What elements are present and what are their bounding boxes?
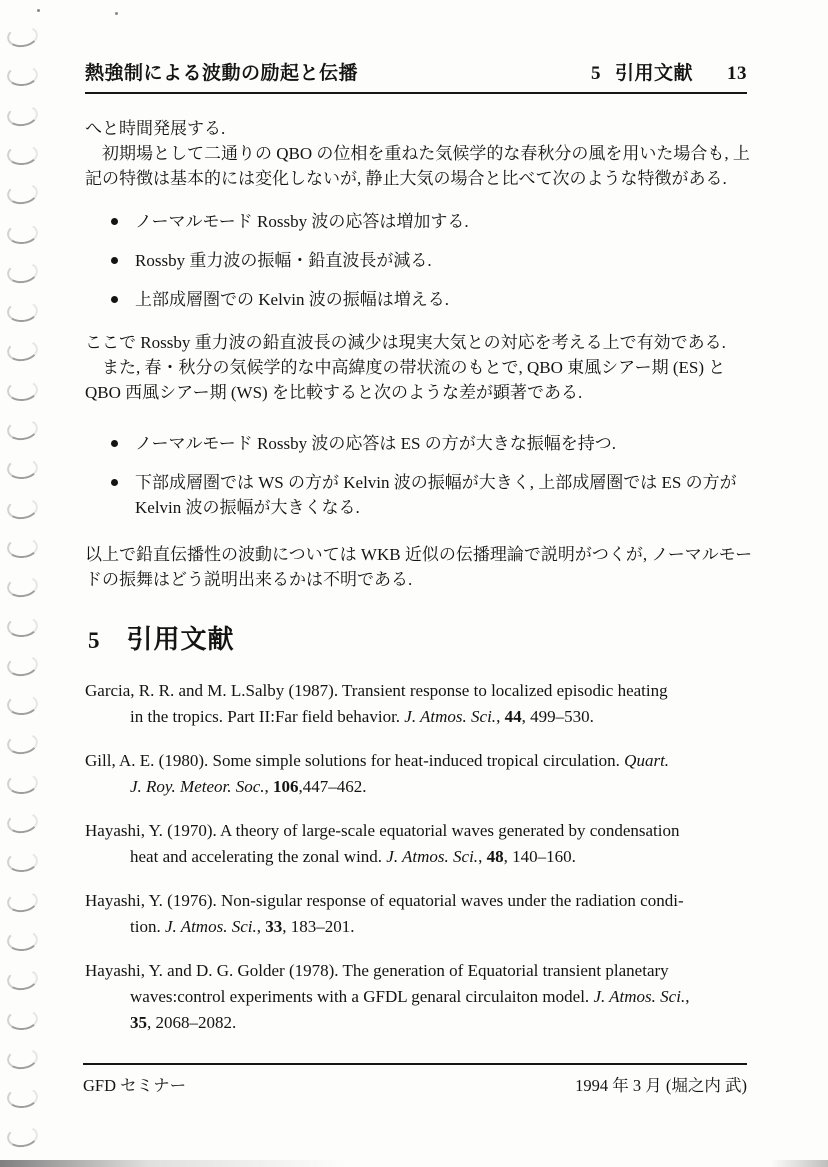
bullet-icon (111, 296, 118, 303)
paragraph (85, 116, 747, 141)
binding-hole-icon (6, 300, 39, 324)
scan-speck (115, 12, 118, 15)
reference-line (85, 914, 747, 940)
text-line: 上部成層圏での Kelvin 波の振幅は増える. (135, 290, 450, 309)
bullet-list-item (85, 431, 747, 456)
body-text (85, 116, 753, 592)
text-line: ノーマルモード Rossby 波の応答は ES の方が大きな振幅を持つ. (135, 434, 616, 453)
binding-hole-icon (6, 693, 39, 717)
paragraph (85, 542, 753, 592)
binding-hole-icon (6, 1124, 40, 1150)
binding-hole-icon (6, 102, 40, 128)
binding-hole-icon (6, 536, 39, 560)
binding-hole-icon (6, 653, 40, 679)
bullet-list-item (85, 470, 747, 520)
journal-name: J. Atmos. Sci. (386, 847, 479, 866)
binding-hole-icon (6, 457, 39, 481)
binding-hole-icon (6, 181, 40, 207)
section-number: 5 (88, 628, 100, 653)
binding-hole-icon (6, 850, 39, 874)
bullet-icon (111, 440, 118, 447)
reference-line (85, 888, 747, 914)
binding-hole-icon (6, 1046, 40, 1072)
reference-line (85, 1010, 747, 1036)
reference-entry (85, 678, 747, 730)
text-line: 記の特徴は基本的には変化しないが, 静止大気の場合と比べて次のような特徴がある. (85, 169, 727, 188)
reference-text: , (264, 777, 274, 796)
reference-text: heat and accelerating the zonal wind. (130, 847, 387, 866)
text-line: 以上で鉛直伝播性の波動については WKB 近似の伝播理論で説明がつくが, ノーマルモー (85, 545, 753, 564)
binding-hole-icon (6, 574, 40, 600)
reference-line (85, 704, 747, 730)
reference-line (85, 678, 747, 704)
footer-right-text: 1994 年 3 月 (堀之内 武) (575, 1076, 747, 1095)
volume-number: 44 (504, 707, 522, 726)
section-heading (85, 624, 747, 656)
binding-hole-icon (6, 221, 39, 245)
page-number: 13 (727, 63, 747, 84)
reference-text: Hayashi, Y. and D. G. Golder (1978). The generation of Equatorial transient planetary (85, 961, 669, 980)
bullet-icon (111, 218, 118, 225)
paragraph (85, 330, 747, 405)
reference-line (85, 818, 747, 844)
bullet-list-item (85, 248, 747, 273)
page-content (85, 58, 753, 1036)
section-title: 引用文献 (126, 624, 235, 654)
binding-hole-icon (6, 378, 39, 402)
text-line: また, 春・秋分の気候学的な中高緯度の帯状流のもとで, QBO 東風シアー期 (ES) と (85, 358, 726, 377)
reference-line (85, 958, 747, 984)
binding-hole-icon (6, 495, 40, 521)
text-line: QBO 西風シアー期 (WS) を比較すると次のような差が顕著である. (85, 383, 583, 402)
reference-text: , 499–530. (521, 707, 594, 726)
reference-text: , 183–201. (282, 917, 355, 936)
reference-line (85, 984, 747, 1010)
reference-list (85, 678, 747, 1036)
text-line: へと時間発展する. (85, 119, 226, 138)
binding-hole-icon (6, 929, 39, 953)
reference-entry (85, 748, 747, 800)
binding-hole-icon (6, 24, 40, 50)
bullet-icon (111, 257, 118, 264)
journal-name: J. Atmos. Sci. (593, 987, 686, 1006)
header-section-number: 5 (590, 63, 601, 84)
reference-text: Garcia, R. R. and M. L.Salby (1987). Transient response to localized episodic heating (85, 681, 668, 700)
binding-hole-icon (6, 731, 40, 757)
text-line: ここで Rossby 重力波の鉛直波長の減少は現実大気との対応を考える上で有効である. (85, 333, 726, 352)
reference-text: waves:control experiments with a GFDL genaral circulaiton model. (130, 987, 594, 1006)
scan-bottom-edge-shadow (0, 1160, 828, 1167)
reference-text: , (496, 707, 505, 726)
journal-name: Quart. (624, 751, 670, 770)
text-line: 初期場として二通りの QBO の位相を重ねた気候学的な春秋分の風を用いた場合も, 上 (85, 144, 750, 163)
text-line: ドの振舞はどう説明出来るかは不明である. (85, 570, 413, 589)
binding-hole-icon (6, 614, 39, 638)
journal-name: J. Atmos. Sci. (164, 917, 257, 936)
binding-hole-icon (6, 967, 40, 993)
volume-number: 106 (273, 777, 299, 796)
bullet-list-item (85, 287, 747, 312)
header-section-label (591, 58, 747, 85)
reference-text: ,447–462. (298, 777, 367, 796)
reference-text: Hayashi, Y. (1970). A theory of large-scale equatorial waves generated by condensation (85, 821, 680, 840)
reference-text: , 140–160. (503, 847, 576, 866)
reference-text: Gill, A. E. (1980). Some simple solutions for heat-induced tropical circulation. (85, 751, 625, 770)
binding-hole-icon (6, 143, 39, 167)
binding-hole-icon (6, 417, 40, 443)
reference-entry (85, 888, 747, 940)
journal-name: J. Roy. Meteor. Soc. (130, 777, 265, 796)
binding-hole-icon (6, 810, 40, 836)
reference-text: , 2068–2082. (147, 1013, 237, 1032)
reference-text: , (478, 847, 487, 866)
journal-name: J. Atmos. Sci. (404, 707, 497, 726)
reference-line (85, 844, 747, 870)
binding-hole-icon (6, 338, 40, 364)
volume-number: 48 (486, 847, 504, 866)
binding-hole-icon (6, 1007, 39, 1031)
reference-line (85, 774, 747, 800)
page-header (85, 58, 747, 94)
header-section-title: 引用文献 (614, 63, 693, 84)
scan-speck (37, 9, 40, 12)
binding-hole-icon (6, 260, 40, 286)
binding-hole-icon (6, 888, 40, 914)
text-line: 下部成層圏では WS の方が Kelvin 波の振幅が大きく, 上部成層圏では ES の方が (135, 473, 737, 492)
text-line: ノーマルモード Rossby 波の応答は増加する. (135, 212, 469, 231)
binding-hole-icon (6, 771, 39, 795)
reference-text: , (256, 917, 266, 936)
footer-left-text: GFD セミナー (83, 1076, 187, 1095)
reference-line (85, 748, 747, 774)
text-line: Kelvin 波の振幅が大きくなる. (135, 498, 360, 517)
reference-text: Hayashi, Y. (1976). Non-sigular response of equatorial waves under the radiation condi- (85, 891, 684, 910)
reference-entry (85, 818, 747, 870)
bullet-list (85, 209, 747, 312)
binding-hole-icon (6, 1086, 39, 1110)
running-title: 熱強制による波動の励起と伝播 (85, 63, 359, 84)
page-footer (83, 1063, 747, 1096)
volume-number: 33 (265, 917, 283, 936)
reference-text: , (685, 987, 690, 1006)
reference-entry (85, 958, 747, 1036)
binding-hole-icon (6, 64, 39, 88)
bullet-icon (111, 479, 118, 486)
reference-text: in the tropics. Part II:Far field behavior. (130, 707, 405, 726)
bullet-list (85, 431, 747, 520)
bullet-list-item (85, 209, 747, 234)
reference-text: tion. (130, 917, 165, 936)
paragraph (85, 141, 750, 191)
text-line: Rossby 重力波の振幅・鉛直波長が減る. (135, 251, 432, 270)
volume-number: 35 (130, 1013, 147, 1032)
